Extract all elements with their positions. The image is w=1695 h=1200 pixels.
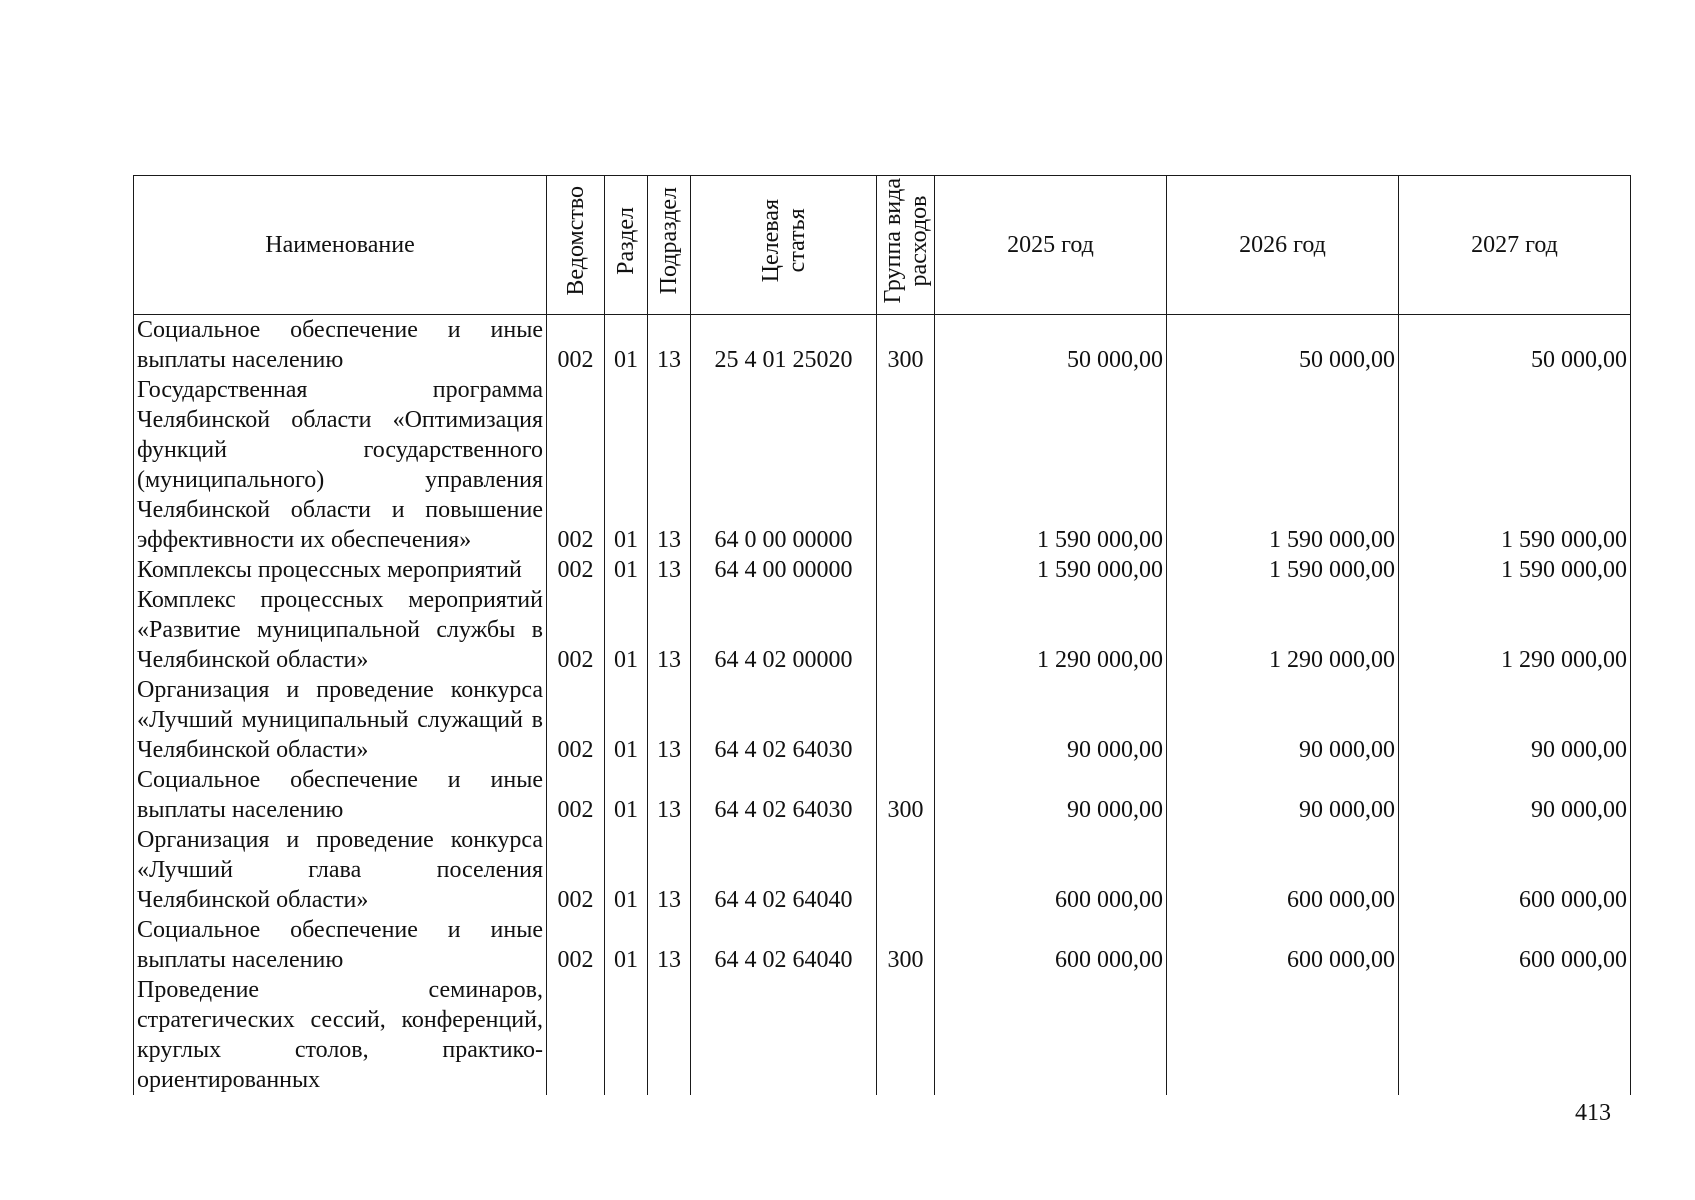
row-target-article: 64 4 02 64030 (691, 765, 877, 825)
row-expense-group (877, 975, 935, 1095)
header-subsection: Подраздел (656, 187, 682, 295)
table-row (134, 915, 1631, 975)
row-amount-2026 (1167, 975, 1399, 1095)
row-name: Комплексы процессных мероприятий (134, 555, 547, 585)
row-subsection: 13 (648, 375, 691, 555)
row-expense-group (877, 375, 935, 555)
table-row (134, 765, 1631, 825)
row-amount-2026: 1 290 000,00 (1167, 585, 1399, 675)
header-year-2026: 2026 год (1167, 176, 1399, 315)
row-name: Социальное обеспечение и иные выплаты населению (134, 315, 547, 376)
row-target-article: 64 4 02 64040 (691, 915, 877, 975)
row-subsection: 13 (648, 555, 691, 585)
row-target-article (691, 975, 877, 1095)
row-amount-2026: 1 590 000,00 (1167, 555, 1399, 585)
header-department: Ведомство (562, 186, 589, 296)
row-department: 002 (547, 675, 605, 765)
row-department: 002 (547, 555, 605, 585)
row-amount-2025 (935, 975, 1167, 1095)
row-section: 01 (605, 825, 648, 915)
row-department: 002 (547, 375, 605, 555)
row-subsection: 13 (648, 315, 691, 376)
table-row (134, 825, 1631, 915)
row-amount-2027: 90 000,00 (1399, 675, 1631, 765)
row-target-article: 64 4 02 64030 (691, 675, 877, 765)
header-section: Раздел (613, 207, 639, 275)
row-department: 002 (547, 315, 605, 376)
row-amount-2027: 50 000,00 (1399, 315, 1631, 376)
row-target-article: 64 4 02 64040 (691, 825, 877, 915)
row-subsection (648, 975, 691, 1095)
row-target-article: 64 4 00 00000 (691, 555, 877, 585)
row-department: 002 (547, 915, 605, 975)
table-row (134, 675, 1631, 765)
header-year-2027: 2027 год (1399, 176, 1631, 315)
table-row (134, 975, 1631, 1095)
row-amount-2027: 600 000,00 (1399, 915, 1631, 975)
row-amount-2027: 1 590 000,00 (1399, 555, 1631, 585)
row-amount-2025: 90 000,00 (935, 765, 1167, 825)
row-section: 01 (605, 915, 648, 975)
row-amount-2027: 90 000,00 (1399, 765, 1631, 825)
row-amount-2027: 1 290 000,00 (1399, 585, 1631, 675)
table-row (134, 585, 1631, 675)
table-row (134, 375, 1631, 555)
row-department (547, 975, 605, 1095)
row-subsection: 13 (648, 765, 691, 825)
page-number: 413 (1575, 1100, 1611, 1126)
row-name: Государственная программа Челябинской области «Оптимизация функций государственного (муниципального) управления Челябинской области и повышение эффективности их обеспечения» (134, 375, 547, 555)
row-expense-group: 300 (877, 765, 935, 825)
row-amount-2026: 90 000,00 (1167, 765, 1399, 825)
row-department: 002 (547, 765, 605, 825)
row-target-article: 64 0 00 00000 (691, 375, 877, 555)
row-section: 01 (605, 675, 648, 765)
row-name: Комплекс процессных мероприятий «Развитие муниципальной службы в Челябинской области» (134, 585, 547, 675)
row-subsection: 13 (648, 585, 691, 675)
row-amount-2026: 50 000,00 (1167, 315, 1399, 376)
row-section: 01 (605, 555, 648, 585)
row-amount-2025: 1 290 000,00 (935, 585, 1167, 675)
row-amount-2025: 90 000,00 (935, 675, 1167, 765)
row-section: 01 (605, 585, 648, 675)
header-name: Наименование (134, 176, 547, 315)
row-amount-2027 (1399, 975, 1631, 1095)
row-amount-2026: 90 000,00 (1167, 675, 1399, 765)
row-subsection: 13 (648, 675, 691, 765)
row-department: 002 (547, 825, 605, 915)
row-expense-group (877, 585, 935, 675)
row-subsection: 13 (648, 915, 691, 975)
table-row (134, 555, 1631, 585)
row-name: Социальное обеспечение и иные выплаты населению (134, 765, 547, 825)
row-subsection: 13 (648, 825, 691, 915)
row-expense-group: 300 (877, 315, 935, 376)
row-section: 01 (605, 765, 648, 825)
row-expense-group (877, 825, 935, 915)
row-expense-group: 300 (877, 915, 935, 975)
row-amount-2025: 600 000,00 (935, 915, 1167, 975)
row-name: Социальное обеспечение и иные выплаты населению (134, 915, 547, 975)
row-section (605, 975, 648, 1095)
row-name: Организация и проведение конкурса «Лучший глава поселения Челябинской области» (134, 825, 547, 915)
header-year-2025: 2025 год (935, 176, 1167, 315)
row-amount-2025: 50 000,00 (935, 315, 1167, 376)
header-expense-group: Группа вида расходов (880, 178, 932, 304)
row-amount-2025: 1 590 000,00 (935, 555, 1167, 585)
row-name: Проведение семинаров, стратегических сессий, конференций, круглых столов, практико-ориентированных (134, 975, 547, 1095)
row-section: 01 (605, 375, 648, 555)
row-target-article: 25 4 01 25020 (691, 315, 877, 376)
row-amount-2027: 1 590 000,00 (1399, 375, 1631, 555)
row-expense-group (877, 675, 935, 765)
row-amount-2025: 600 000,00 (935, 825, 1167, 915)
row-name: Организация и проведение конкурса «Лучший муниципальный служащий в Челябинской области» (134, 675, 547, 765)
table-row (134, 315, 1631, 376)
row-expense-group (877, 555, 935, 585)
row-amount-2026: 600 000,00 (1167, 825, 1399, 915)
table-header (134, 176, 1631, 315)
row-target-article: 64 4 02 00000 (691, 585, 877, 675)
row-amount-2026: 1 590 000,00 (1167, 375, 1399, 555)
table-body (134, 315, 1631, 1096)
row-amount-2025: 1 590 000,00 (935, 375, 1167, 555)
row-section: 01 (605, 315, 648, 376)
row-amount-2026: 600 000,00 (1167, 915, 1399, 975)
row-amount-2027: 600 000,00 (1399, 825, 1631, 915)
header-target-article: Целевая статья (757, 199, 810, 283)
budget-table (133, 175, 1631, 1095)
row-department: 002 (547, 585, 605, 675)
